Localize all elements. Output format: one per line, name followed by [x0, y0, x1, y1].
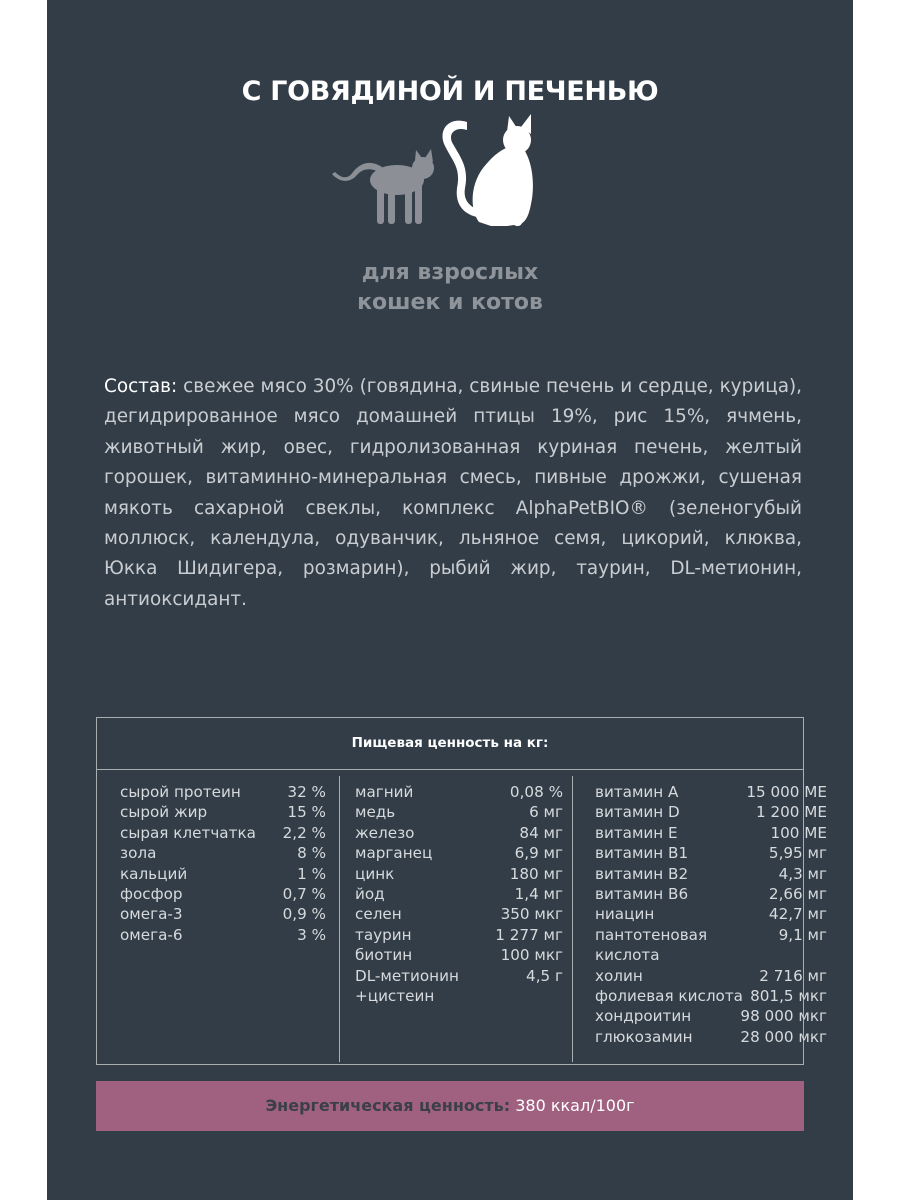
nutrient-value: 0,7 %	[282, 885, 326, 904]
nutrient-name: ниацин	[595, 905, 655, 924]
nutrient-row	[355, 925, 563, 945]
energy-value: 380 ккал/100г	[510, 1096, 635, 1115]
nutrient-name: витамин Е	[595, 823, 678, 842]
nutrient-name: глюкозамин	[595, 1027, 693, 1046]
nutrient-name: селен	[355, 905, 402, 924]
nutrient-row	[595, 986, 827, 1006]
nutrient-name: витамин D	[595, 803, 680, 822]
nutrient-value: 15 %	[287, 803, 326, 822]
nutrient-name: биотин	[355, 946, 413, 965]
nutrient-row	[595, 884, 827, 904]
nutrient-value: 9,1 мг	[778, 925, 827, 944]
nutrition-title: Пищевая ценность на кг:	[97, 718, 803, 770]
nutrient-value: 4,5 г	[526, 966, 563, 985]
nutrient-name: омега-3	[120, 905, 183, 924]
nutrient-row	[595, 966, 827, 986]
nutrient-value: 32 %	[287, 783, 326, 801]
nutrition-table	[96, 717, 827, 1065]
column-divider	[572, 776, 573, 1062]
nutrient-row	[120, 802, 326, 822]
nutrient-name: марганец	[355, 844, 433, 863]
nutrient-row	[595, 843, 827, 863]
nutrient-name: кальций	[120, 864, 188, 883]
kitten-icon	[332, 149, 434, 224]
nutrient-value: 350 мкг	[500, 905, 563, 924]
nutrient-value: 6,9 мг	[514, 844, 563, 863]
nutrient-row	[595, 823, 827, 843]
nutrient-row	[120, 823, 326, 843]
composition-body: свежее мясо 30% (говядина, свиные печень и сердце, курица), дегидрированное мясо домашней птицы 19%, рис 15%, ячмень, животный жир, овес, гидролизованная куриная печень, желтый горошек, витаминно-минеральная смесь, пивные дрожжи, сушеная мякоть сахарной свеклы, комплекс AlphaPetBIO® (зеленогубый моллюск, календула, одуванчик, льняное семя, цикорий, клюква, Юкка Шидигера, розмарин), рыбий жир, таурин, DL-метионин, антиоксидант.	[104, 376, 802, 610]
nutrient-name: йод	[355, 885, 385, 904]
nutrient-value: 100 МЕ	[770, 823, 827, 842]
nutrient-row	[595, 904, 827, 924]
nutrient-name: омега-6	[120, 925, 183, 944]
nutrient-name: сырой жир	[120, 803, 208, 822]
nutrient-name: пантотеновая кислота	[595, 925, 708, 965]
nutrient-row	[120, 904, 326, 924]
nutrient-name: витамин В6	[595, 885, 689, 904]
nutrient-row	[355, 864, 563, 884]
nutrient-value: 0,08 %	[509, 783, 563, 801]
nutrient-row	[355, 945, 563, 965]
nutrient-row	[120, 925, 326, 945]
nutrition-column-vitamins	[595, 782, 827, 1047]
subtitle-line-2: кошек и котов	[357, 290, 543, 315]
nutrient-row	[595, 1006, 827, 1026]
nutrient-value: 5,95 мг	[768, 844, 827, 863]
nutrient-value: 2,66 мг	[768, 885, 827, 904]
subtitle-line-1: для взрослых	[361, 260, 539, 285]
nutrient-name: цинк	[355, 864, 395, 883]
nutrient-row	[355, 904, 563, 924]
nutrient-value: 1 %	[297, 864, 326, 883]
nutrient-row	[595, 864, 827, 884]
nutrient-value: 801,5 мкг	[750, 987, 827, 1006]
nutrient-name: таурин	[355, 925, 412, 944]
adult-cat-icon	[442, 114, 532, 226]
energy-value-bar	[96, 1081, 804, 1131]
nutrient-value: 4,3 мг	[778, 864, 827, 883]
nutrient-value: 2 716 мг	[759, 966, 827, 985]
product-title: С ГОВЯДИНОЙ И ПЕЧЕНЬЮ	[241, 76, 659, 107]
nutrient-name: витамин А	[595, 783, 679, 801]
nutrient-value: 1,4 мг	[514, 885, 563, 904]
nutrient-value: 6 мг	[529, 803, 563, 822]
nutrient-row	[355, 843, 563, 863]
nutrient-name: медь	[355, 803, 396, 822]
nutrient-value: 2,2 %	[282, 823, 326, 842]
nutrient-value: 3 %	[297, 925, 326, 944]
nutrient-row	[595, 782, 827, 802]
target-audience	[47, 258, 853, 318]
nutrient-row	[595, 1027, 827, 1047]
energy-label: Энергетическая ценность:	[265, 1096, 511, 1115]
nutrient-value: 1 200 МЕ	[755, 803, 827, 822]
nutrient-value: 100 мкг	[500, 946, 563, 965]
nutrient-name: сырой протеин	[120, 783, 241, 801]
nutrient-name: зола	[120, 844, 157, 863]
nutrient-name: хондроитин	[595, 1007, 692, 1026]
nutrient-name: сырая клетчатка	[120, 823, 256, 842]
nutrient-row	[595, 925, 827, 966]
nutrient-name: витамин В2	[595, 864, 689, 883]
nutrient-value: 28 000 мкг	[740, 1027, 827, 1046]
nutrient-row	[120, 843, 326, 863]
column-divider	[339, 776, 340, 1062]
nutrient-name: фолиевая кислота	[595, 987, 743, 1006]
nutrient-value: 0,9 %	[282, 905, 326, 924]
nutrient-row	[355, 802, 563, 822]
nutrition-column-minerals	[355, 782, 563, 1006]
nutrient-name: железо	[355, 823, 415, 842]
nutrient-row	[355, 782, 563, 802]
nutrient-row	[120, 884, 326, 904]
nutrient-value: 1 277 мг	[495, 925, 563, 944]
package-panel	[47, 0, 853, 1200]
nutrient-value: 180 мг	[509, 864, 563, 883]
nutrient-row	[120, 864, 326, 884]
nutrient-name: витамин В1	[595, 844, 689, 863]
nutrient-row	[355, 966, 563, 1007]
nutrient-value: 84 мг	[519, 823, 563, 842]
nutrient-value: 42,7 мг	[768, 905, 827, 924]
nutrient-row	[120, 782, 326, 802]
nutrient-value: 8 %	[297, 844, 326, 863]
nutrient-row	[355, 884, 563, 904]
nutrient-value: 15 000 МЕ	[746, 783, 827, 801]
cats-illustration	[327, 112, 577, 252]
composition-label: Состав:	[104, 376, 178, 397]
nutrient-name: DL-метионин +цистеин	[355, 966, 459, 1006]
nutrient-name: магний	[355, 783, 414, 801]
nutrient-value: 98 000 мкг	[740, 1007, 827, 1026]
nutrient-row	[355, 823, 563, 843]
nutrient-name: холин	[595, 966, 643, 985]
composition-text	[104, 372, 802, 615]
nutrient-row	[595, 802, 827, 822]
nutrient-name: фосфор	[120, 885, 183, 904]
nutrition-column-macros	[120, 782, 326, 945]
